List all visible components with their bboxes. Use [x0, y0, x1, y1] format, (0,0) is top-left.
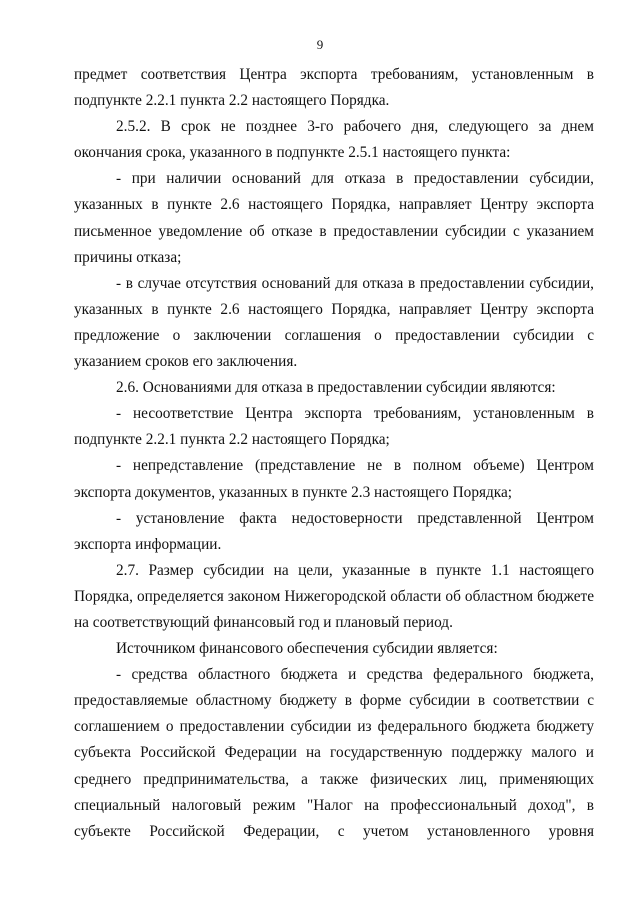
list-item-agreement-offer: - в случае отсутствия оснований для отказа в предоставлении субсидии, указанных в пункте 2.6 настоящего Порядка, направляет Центру экспорта предложение о заключении соглашения о предоставлении субсидии с указанием сроков его заключения.	[74, 274, 594, 371]
paragraph-funding-source: Источником финансового обеспечения субсидии является:	[116, 640, 498, 658]
paragraph-2-5-2: 2.5.2. В срок не позднее 3-го рабочего дня, следующего за днем окончания срока, указанного в подпункте 2.5.1 настоящего пункта:	[74, 118, 594, 162]
list-item-budget-funds: - средства областного бюджета и средства федерального бюджета, предоставляемые областному бюджету в форме субсидии в соответствии с соглашением о предоставлении субсидии из федерального бюджета бюджету субъекта Российской Федерации на государственную поддержку малого и среднего предпринимательства, а также физических лиц, применяющих специальный налоговый режим "Налог на профессиональный доход", в субъекте Российской Федерации, с учетом установленного уровня	[74, 666, 594, 840]
list-item-documents-missing: - непредставление (представление не в полном объеме) Центром экспорта документов, указанных в пункте 2.3 настоящего Порядка;	[74, 457, 594, 501]
list-item-refusal-notice: - при наличии оснований для отказа в предоставлении субсидии, указанных в пункте 2.6 настоящего Порядка, направляет Центру экспорта письменное уведомление об отказе в предоставлении субсидии с указанием причины отказа;	[74, 170, 594, 266]
document-body	[74, 62, 594, 845]
page-number: 9	[316, 37, 324, 52]
paragraph-2-7: 2.7. Размер субсидии на цели, указанные в пункте 1.1 настоящего Порядка, определяется законом Нижегородской области об областном бюджете на соответствующий финансовый год и плановый период.	[74, 561, 594, 631]
paragraph-continuation: предмет соответствия Центра экспорта требованиям, установленным в подпункте 2.2.1 пункта 2.2 настоящего Порядка.	[74, 66, 594, 110]
list-item-nonconformity: - несоответствие Центра экспорта требованиям, установленным в подпункте 2.2.1 пункта 2.2 настоящего Порядка;	[74, 405, 594, 449]
list-item-unreliable-info: - установление факта недостоверности представленной Центром экспорта информации.	[74, 509, 594, 553]
paragraph-2-6: 2.6. Основаниями для отказа в предоставлении субсидии являются:	[116, 379, 556, 397]
